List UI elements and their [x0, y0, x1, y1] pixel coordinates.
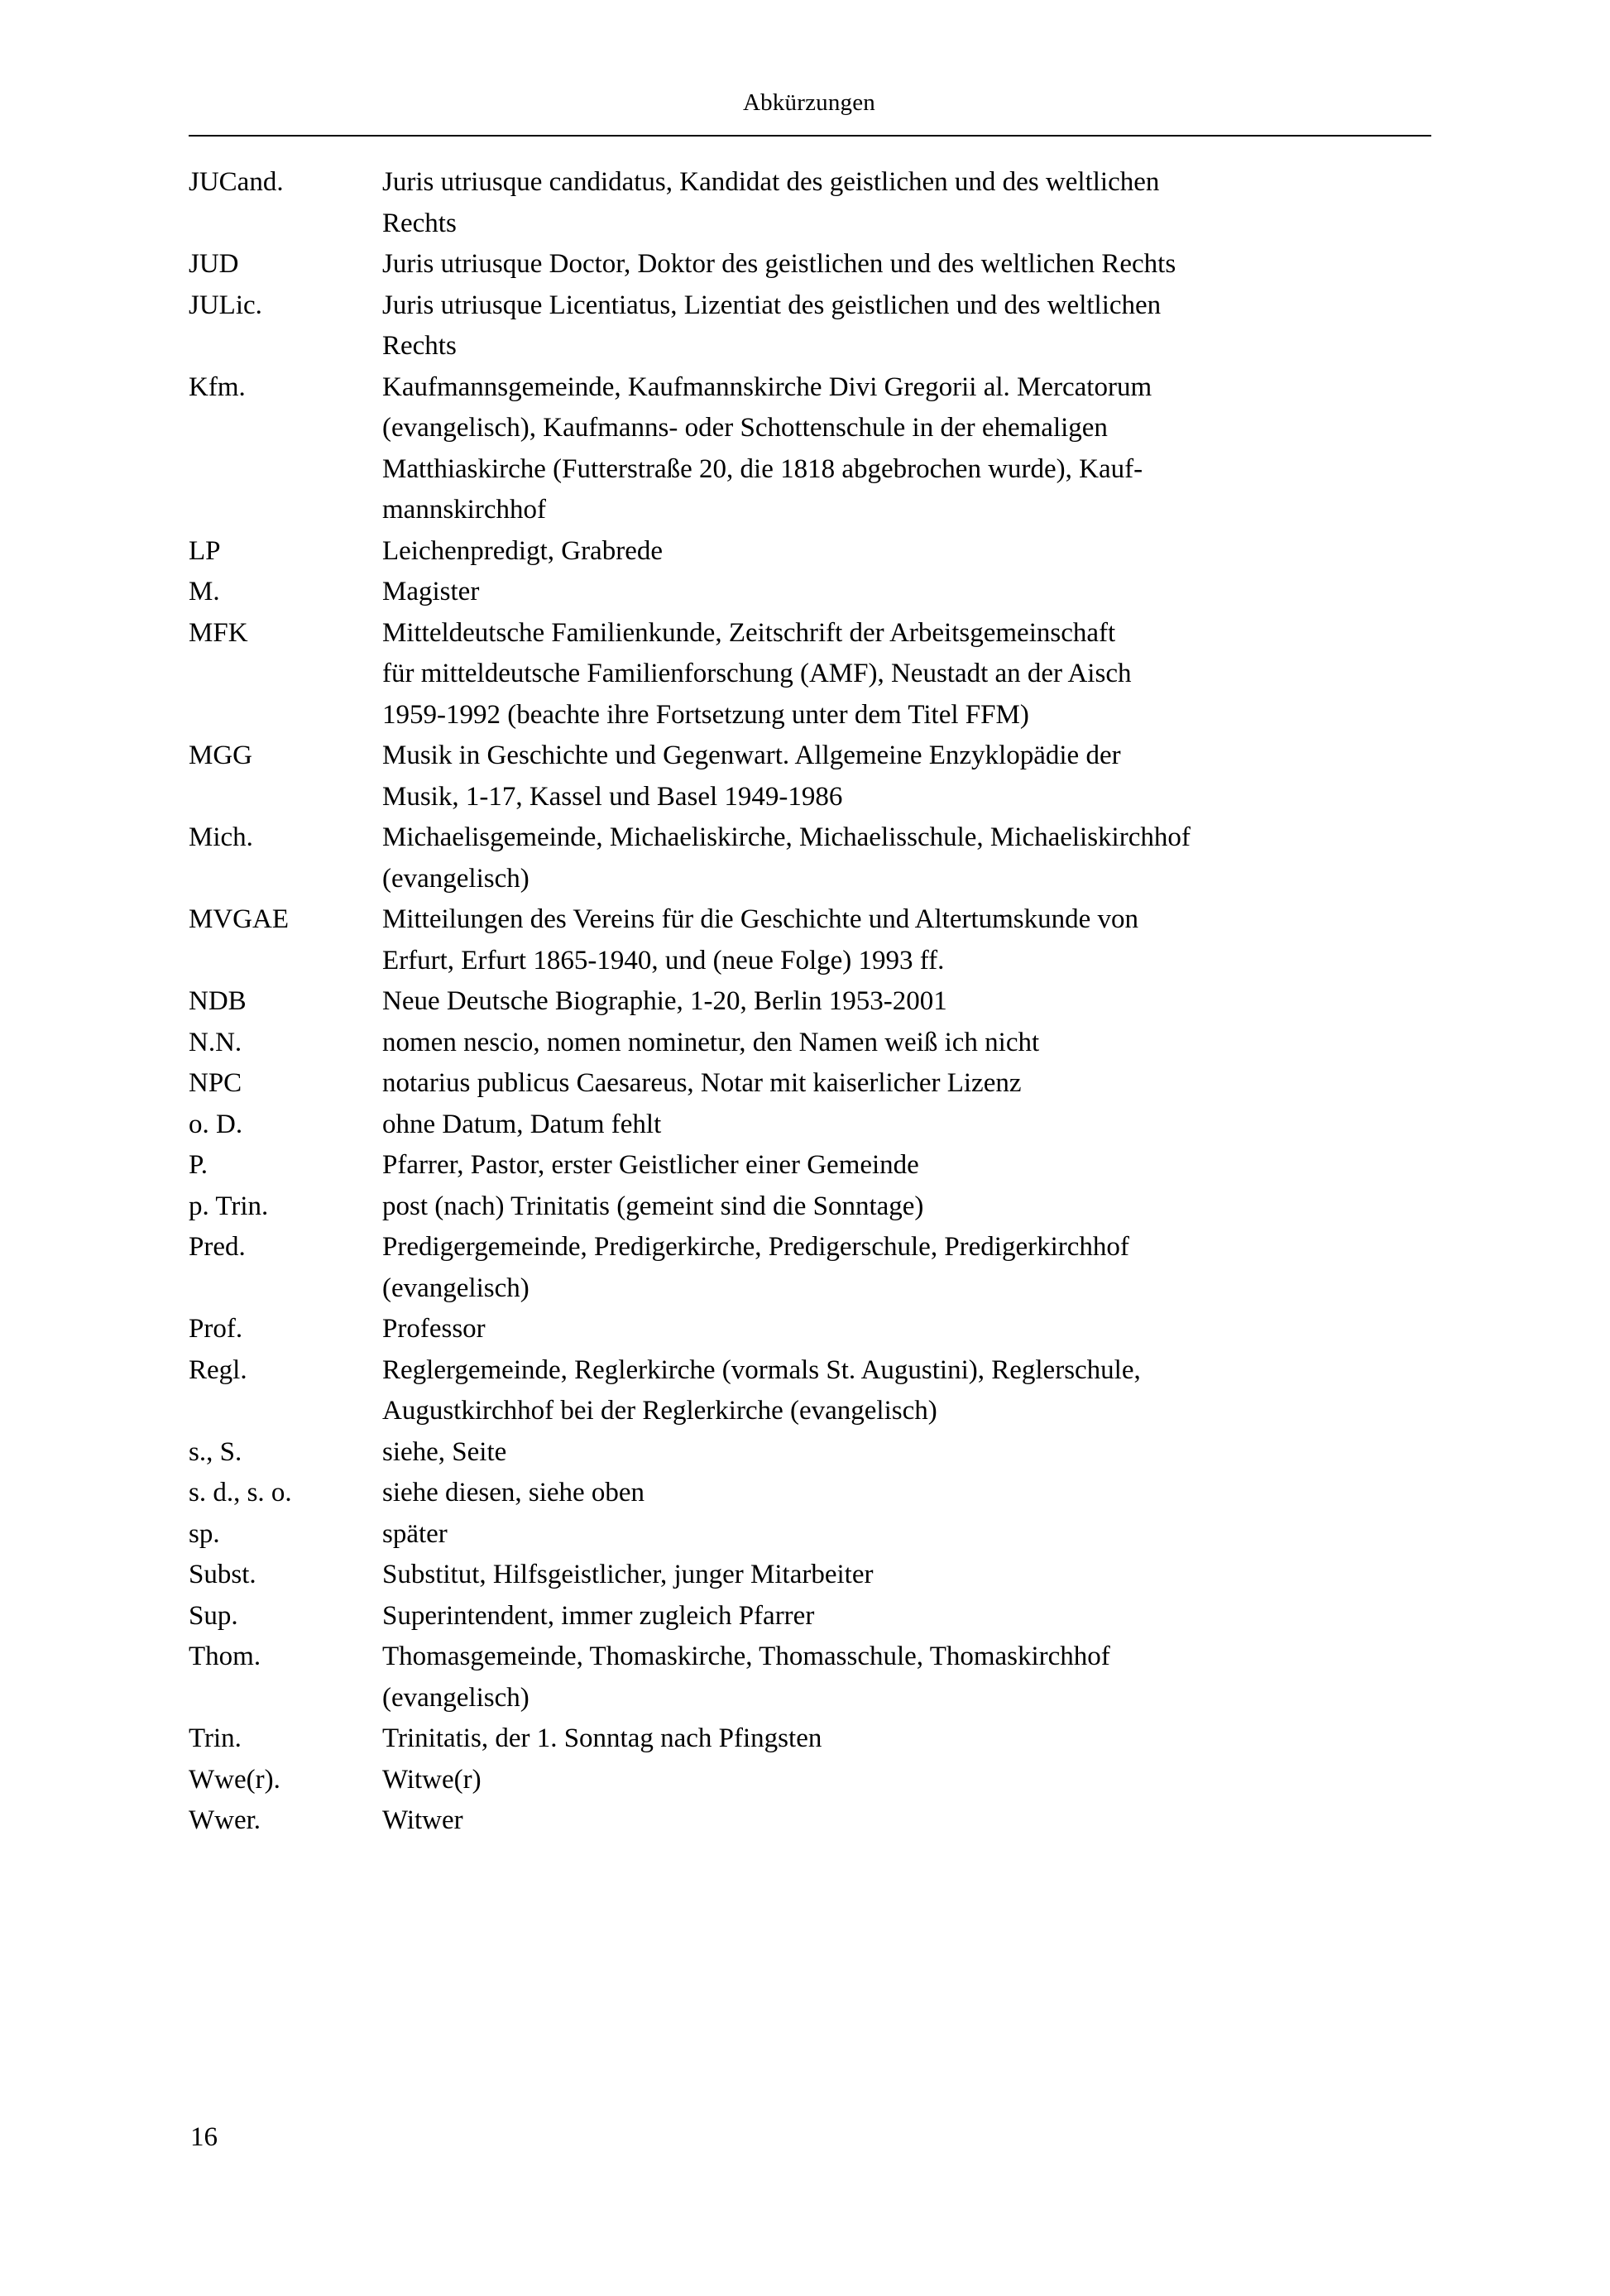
abbreviation-entry — [189, 1145, 1438, 1186]
definition-line: Thomasgemeinde, Thomaskirche, Thomasschule, Thomaskirchhof — [382, 1642, 1110, 1671]
abbreviation-entry — [189, 981, 1438, 1023]
abbreviation-entry — [189, 162, 1438, 244]
abbreviation-term: Wwe(r). — [189, 1764, 280, 1795]
definition-line: Witwe(r) — [382, 1764, 482, 1795]
definition-line: Reglergemeinde, Reglerkirche (vormals St. Augustini), Reglerschule, — [382, 1354, 1141, 1385]
definition-line: Superintendent, immer zugleich Pfarrer — [382, 1600, 815, 1631]
definition-line: Musik, 1-17, Kassel und Basel 1949-1986 — [382, 781, 843, 812]
abbreviation-term: Pred. — [189, 1232, 246, 1262]
definition-line: (evangelisch) — [382, 1273, 529, 1303]
definition-line: (evangelisch) — [382, 1682, 529, 1713]
abbreviation-definition — [382, 531, 1438, 573]
abbreviation-entry — [189, 572, 1438, 613]
abbreviation-term: Mich. — [189, 822, 253, 852]
abbreviation-entry — [189, 1186, 1438, 1228]
abbreviation-entry — [189, 1309, 1438, 1350]
abbreviation-definition — [382, 1432, 1438, 1474]
definition-line: nomen nescio, nomen nominetur, den Namen weiß ich nicht — [382, 1027, 1040, 1057]
abbreviation-entry — [189, 1514, 1438, 1555]
abbreviation-term: NPC — [189, 1068, 242, 1098]
abbreviation-definition — [382, 162, 1438, 244]
abbreviation-term: MFK — [189, 617, 248, 648]
abbreviation-entry — [189, 285, 1438, 367]
definition-line: ohne Datum, Datum fehlt — [382, 1109, 662, 1139]
definition-line: Erfurt, Erfurt 1865-1940, und (neue Folge) 1993 ff. — [382, 945, 945, 975]
abbreviation-definition — [382, 285, 1438, 367]
definition-line: mannskirchhof — [382, 495, 546, 525]
abbreviation-definition — [382, 817, 1438, 899]
definition-line: notarius publicus Caesareus, Notar mit kaiserlicher Lizenz — [382, 1068, 1022, 1098]
abbreviation-definition — [382, 1309, 1438, 1350]
abbreviation-definition — [382, 1186, 1438, 1228]
abbreviation-term: NDB — [189, 986, 247, 1016]
abbreviation-term: Thom. — [189, 1642, 261, 1671]
definition-line: später — [382, 1518, 448, 1549]
abbreviation-entry — [189, 1350, 1438, 1432]
abbreviation-term: MVGAE — [189, 904, 289, 934]
definition-line: (evangelisch) — [382, 863, 529, 894]
header-rule — [189, 135, 1431, 137]
abbreviation-definition — [382, 1350, 1438, 1432]
definition-line: Mitteilungen des Vereins für die Geschichte und Altertumskunde von — [382, 904, 1139, 934]
abbreviation-term: sp. — [189, 1518, 220, 1549]
definition-line: Juris utriusque candidatus, Kandidat des geistlichen und des weltlichen — [382, 167, 1160, 197]
abbreviation-entry — [189, 1718, 1438, 1760]
definition-line: Kaufmannsgemeinde, Kaufmannskirche Divi Gregorii al. Mercatorum — [382, 371, 1152, 402]
abbreviation-term: Wwer. — [189, 1805, 261, 1835]
abbreviation-list — [189, 162, 1438, 1842]
abbreviation-term: JULic. — [189, 290, 262, 320]
abbreviation-definition — [382, 1800, 1438, 1842]
definition-line: siehe, Seite — [382, 1436, 507, 1467]
abbreviation-entry — [189, 613, 1438, 736]
definition-line: für mitteldeutsche Familienforschung (AMF), Neustadt an der Aisch — [382, 659, 1132, 688]
abbreviation-definition — [382, 1227, 1438, 1309]
abbreviation-definition — [382, 1637, 1438, 1718]
abbreviation-entry — [189, 367, 1438, 531]
abbreviation-term: Kfm. — [189, 371, 246, 402]
abbreviation-entry — [189, 531, 1438, 573]
abbreviation-definition — [382, 1555, 1438, 1596]
definition-line: Pfarrer, Pastor, erster Geistlicher einer Gemeinde — [382, 1150, 919, 1180]
definition-line: Trinitatis, der 1. Sonntag nach Pfingsten — [382, 1723, 822, 1753]
abbreviation-definition — [382, 1105, 1438, 1146]
abbreviation-entry — [189, 1227, 1438, 1309]
abbreviation-term: M. — [189, 577, 220, 606]
definition-line: Predigergemeinde, Predigerkirche, Predigerschule, Predigerkirchhof — [382, 1232, 1129, 1262]
abbreviation-term: Subst. — [189, 1560, 256, 1589]
abbreviation-definition — [382, 613, 1438, 736]
abbreviation-term: p. Trin. — [189, 1191, 269, 1221]
abbreviation-term: Regl. — [189, 1354, 247, 1385]
abbreviation-entry — [189, 1555, 1438, 1596]
abbreviation-definition — [382, 1514, 1438, 1555]
abbreviation-entry — [189, 899, 1438, 981]
definition-line: siehe diesen, siehe oben — [382, 1478, 645, 1507]
abbreviation-entry — [189, 1637, 1438, 1718]
definition-line: Magister — [382, 577, 480, 606]
abbreviation-definition — [382, 367, 1438, 531]
definition-line: Juris utriusque Licentiatus, Lizentiat des geistlichen und des weltlichen — [382, 290, 1162, 320]
abbreviation-entry — [189, 736, 1438, 817]
definition-line: post (nach) Trinitatis (gemeint sind die Sonntage) — [382, 1191, 924, 1221]
abbreviation-definition — [382, 1473, 1438, 1514]
abbreviation-term: LP — [189, 535, 221, 566]
definition-line: Augustkirchhof bei der Reglerkirche (evangelisch) — [382, 1396, 937, 1426]
definition-line: Witwer — [382, 1805, 463, 1835]
abbreviation-definition — [382, 1760, 1438, 1801]
running-head: Abkürzungen — [742, 89, 876, 116]
definition-line: Rechts — [382, 208, 457, 238]
abbreviation-entry — [189, 1023, 1438, 1064]
definition-line: Musik in Geschichte und Gegenwart. Allgemeine Enzyklopädie der — [382, 741, 1121, 770]
abbreviation-definition — [382, 1063, 1438, 1105]
abbreviation-entry — [189, 244, 1438, 285]
definition-line: 1959-1992 (beachte ihre Fortsetzung unter dem Titel FFM) — [382, 699, 1029, 730]
abbreviation-term: Trin. — [189, 1723, 242, 1753]
page-number: 16 — [190, 2122, 218, 2152]
definition-line: Leichenpredigt, Grabrede — [382, 535, 663, 566]
abbreviation-term: s. d., s. o. — [189, 1478, 292, 1507]
abbreviation-term: JUCand. — [189, 167, 284, 197]
abbreviation-entry — [189, 1473, 1438, 1514]
abbreviation-definition — [382, 1145, 1438, 1186]
abbreviation-term: N.N. — [189, 1027, 242, 1057]
abbreviation-definition — [382, 1023, 1438, 1064]
abbreviation-term: s., S. — [189, 1436, 242, 1467]
definition-line: Matthiaskirche (Futterstraße 20, die 1818 abgebrochen wurde), Kauf- — [382, 453, 1143, 484]
definition-line: Juris utriusque Doctor, Doktor des geistlichen und des weltlichen Rechts — [382, 249, 1176, 279]
abbreviation-definition — [382, 736, 1438, 817]
definition-line: Mitteldeutsche Familienkunde, Zeitschrift der Arbeitsgemeinschaft — [382, 617, 1116, 648]
definition-line: Substitut, Hilfsgeistlicher, junger Mitarbeiter — [382, 1560, 874, 1589]
abbreviation-definition — [382, 244, 1438, 285]
definition-line: Neue Deutsche Biographie, 1-20, Berlin 1953-2001 — [382, 986, 947, 1016]
abbreviation-entry — [189, 1596, 1438, 1637]
abbreviation-entry — [189, 1432, 1438, 1474]
abbreviation-entry — [189, 1760, 1438, 1801]
abbreviation-term: Sup. — [189, 1600, 238, 1631]
abbreviation-term: o. D. — [189, 1109, 243, 1139]
definition-line: Professor — [382, 1314, 486, 1344]
abbreviation-definition — [382, 981, 1438, 1023]
abbreviation-entry — [189, 1105, 1438, 1146]
abbreviation-definition — [382, 899, 1438, 981]
definition-line: Rechts — [382, 331, 457, 361]
abbreviation-entry — [189, 817, 1438, 899]
abbreviation-definition — [382, 572, 1438, 613]
abbreviation-term: P. — [189, 1150, 208, 1180]
abbreviation-entry — [189, 1063, 1438, 1105]
abbreviation-definition — [382, 1718, 1438, 1760]
definition-line: Michaelisgemeinde, Michaeliskirche, Michaelisschule, Michaeliskirchhof — [382, 822, 1191, 852]
abbreviation-term: Prof. — [189, 1314, 243, 1344]
abbreviation-term: MGG — [189, 741, 253, 770]
abbreviation-term: JUD — [189, 249, 239, 279]
abbreviation-definition — [382, 1596, 1438, 1637]
abbreviation-entry — [189, 1800, 1438, 1842]
definition-line: (evangelisch), Kaufmanns- oder Schottenschule in der ehemaligen — [382, 413, 1108, 443]
